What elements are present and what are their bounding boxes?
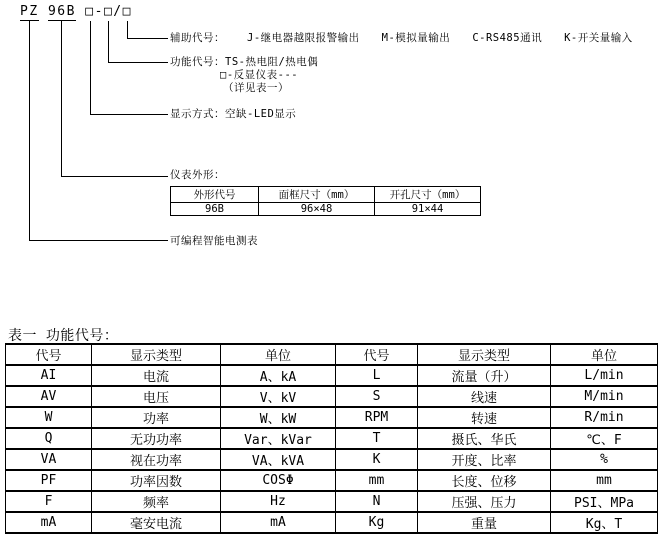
table-cell: 转速	[418, 407, 551, 428]
table-cell: A、kA	[221, 365, 336, 386]
connector-line	[108, 21, 109, 62]
callout-display-mode	[170, 108, 296, 121]
table-cell: mm	[551, 470, 658, 491]
shape-table-header-cell: 开孔尺寸（mm）	[375, 187, 481, 203]
callout-aux-label: 辅助代号：	[170, 32, 225, 44]
table-cell: mA	[6, 512, 92, 533]
table-cell: 摄氏、华氏	[418, 428, 551, 449]
table-cell: Kg、T	[551, 512, 658, 533]
aux-item-relay: J-继电器越限报警输出	[247, 32, 360, 44]
function-code-line3: （详见表一）	[223, 82, 289, 94]
table-row	[6, 470, 658, 491]
connector-line	[61, 21, 62, 176]
table-cell: 压强、压力	[418, 491, 551, 512]
table-cell: W、kW	[221, 407, 336, 428]
callout-function-code	[170, 56, 318, 95]
model-code	[20, 4, 132, 19]
connector-line	[90, 114, 168, 115]
table-cell: Kg	[336, 512, 418, 533]
connector-line	[90, 21, 91, 114]
shape-table-header-cell: 外形代号	[171, 187, 259, 203]
model-size: 96B	[47, 4, 76, 19]
table-cell: PSI、MPa	[551, 491, 658, 512]
aux-item-rs485: C-RS485通讯	[472, 32, 543, 44]
shape-table-header-cell: 面框尺寸（mm）	[259, 187, 375, 203]
table-cell: W	[6, 407, 92, 428]
callout-display-label: 显示方式：	[170, 108, 225, 120]
function-table-header-cell: 代号	[336, 344, 418, 365]
table-cell: 电流	[92, 365, 221, 386]
connector-line	[29, 240, 168, 241]
function-table-header-cell: 显示类型	[418, 344, 551, 365]
table-cell: 视在功率	[92, 449, 221, 470]
shape-table-header-row	[171, 187, 481, 203]
table-cell: ℃、F	[551, 428, 658, 449]
connector-line	[127, 38, 168, 39]
callout-function-label: 功能代号：	[170, 56, 225, 68]
table-cell: 无功功率	[92, 428, 221, 449]
callout-aux-codes	[170, 32, 655, 45]
table-cell: F	[6, 491, 92, 512]
table-cell: COSΦ	[221, 470, 336, 491]
model-option-boxes: □-□/□	[85, 4, 132, 19]
table-cell: Hz	[221, 491, 336, 512]
table-cell: V、kV	[221, 386, 336, 407]
table-cell: 电压	[92, 386, 221, 407]
table-cell: 长度、位移	[418, 470, 551, 491]
function-table-header-cell: 单位	[221, 344, 336, 365]
table-cell: AV	[6, 386, 92, 407]
table-cell: 功率	[92, 407, 221, 428]
table-row	[6, 386, 658, 407]
function-table-header-row	[6, 344, 658, 365]
model-prefix: PZ	[20, 4, 39, 19]
connector-line	[108, 62, 168, 63]
display-mode-value: 空缺-LED显示	[225, 108, 297, 120]
function-table-body	[6, 365, 658, 533]
shape-dimensions-table	[170, 186, 481, 216]
function-codes-table	[5, 343, 658, 534]
table-cell: %	[551, 449, 658, 470]
table-row	[6, 407, 658, 428]
table-cell: 频率	[92, 491, 221, 512]
table-cell: RPM	[336, 407, 418, 428]
table-cell: 91×44	[375, 203, 481, 216]
table1-caption: 表一 功能代号：	[8, 328, 119, 344]
table-cell: 重量	[418, 512, 551, 533]
table-cell: Var、kVar	[221, 428, 336, 449]
function-code-line2: □-反显仪表---	[220, 69, 299, 81]
connector-line	[29, 21, 30, 240]
table-cell: N	[336, 491, 418, 512]
table-cell: M/min	[551, 386, 658, 407]
table-cell: 96×48	[259, 203, 375, 216]
table-cell: K	[336, 449, 418, 470]
table-row	[6, 428, 658, 449]
table-row	[6, 365, 658, 386]
function-table-header-cell: 显示类型	[92, 344, 221, 365]
callout-shape-label: 仪表外形：	[170, 169, 225, 181]
function-table-header-cell: 单位	[551, 344, 658, 365]
function-table-header-cell: 代号	[6, 344, 92, 365]
connector-line	[127, 21, 128, 38]
table-cell: T	[336, 428, 418, 449]
table-row	[6, 491, 658, 512]
connector-line	[61, 176, 168, 177]
table-cell: VA、kVA	[221, 449, 336, 470]
table-cell: mA	[221, 512, 336, 533]
table-cell: L/min	[551, 365, 658, 386]
shape-table-body	[171, 203, 481, 216]
table-cell: R/min	[551, 407, 658, 428]
aux-item-switch: K-开关量输入	[564, 32, 633, 44]
aux-item-analog: M-模拟量输出	[381, 32, 451, 44]
table-cell: AI	[6, 365, 92, 386]
table-cell: mm	[336, 470, 418, 491]
table-cell: 线速	[418, 386, 551, 407]
table-cell: 毫安电流	[92, 512, 221, 533]
table-cell: 开度、比率	[418, 449, 551, 470]
table-row	[171, 203, 481, 216]
function-code-line1	[170, 56, 318, 69]
table-cell: L	[336, 365, 418, 386]
table-cell: 功率因数	[92, 470, 221, 491]
table-cell: 96B	[171, 203, 259, 216]
table-cell: VA	[6, 449, 92, 470]
function-code-ts: TS-热电阻/热电偶	[225, 56, 319, 68]
table-cell: PF	[6, 470, 92, 491]
table-cell: S	[336, 386, 418, 407]
table-row	[6, 512, 658, 533]
table-row	[6, 449, 658, 470]
callout-programmable-meter: 可编程智能电测表	[170, 235, 258, 247]
table-cell: Q	[6, 428, 92, 449]
table-cell: 流量（升）	[418, 365, 551, 386]
